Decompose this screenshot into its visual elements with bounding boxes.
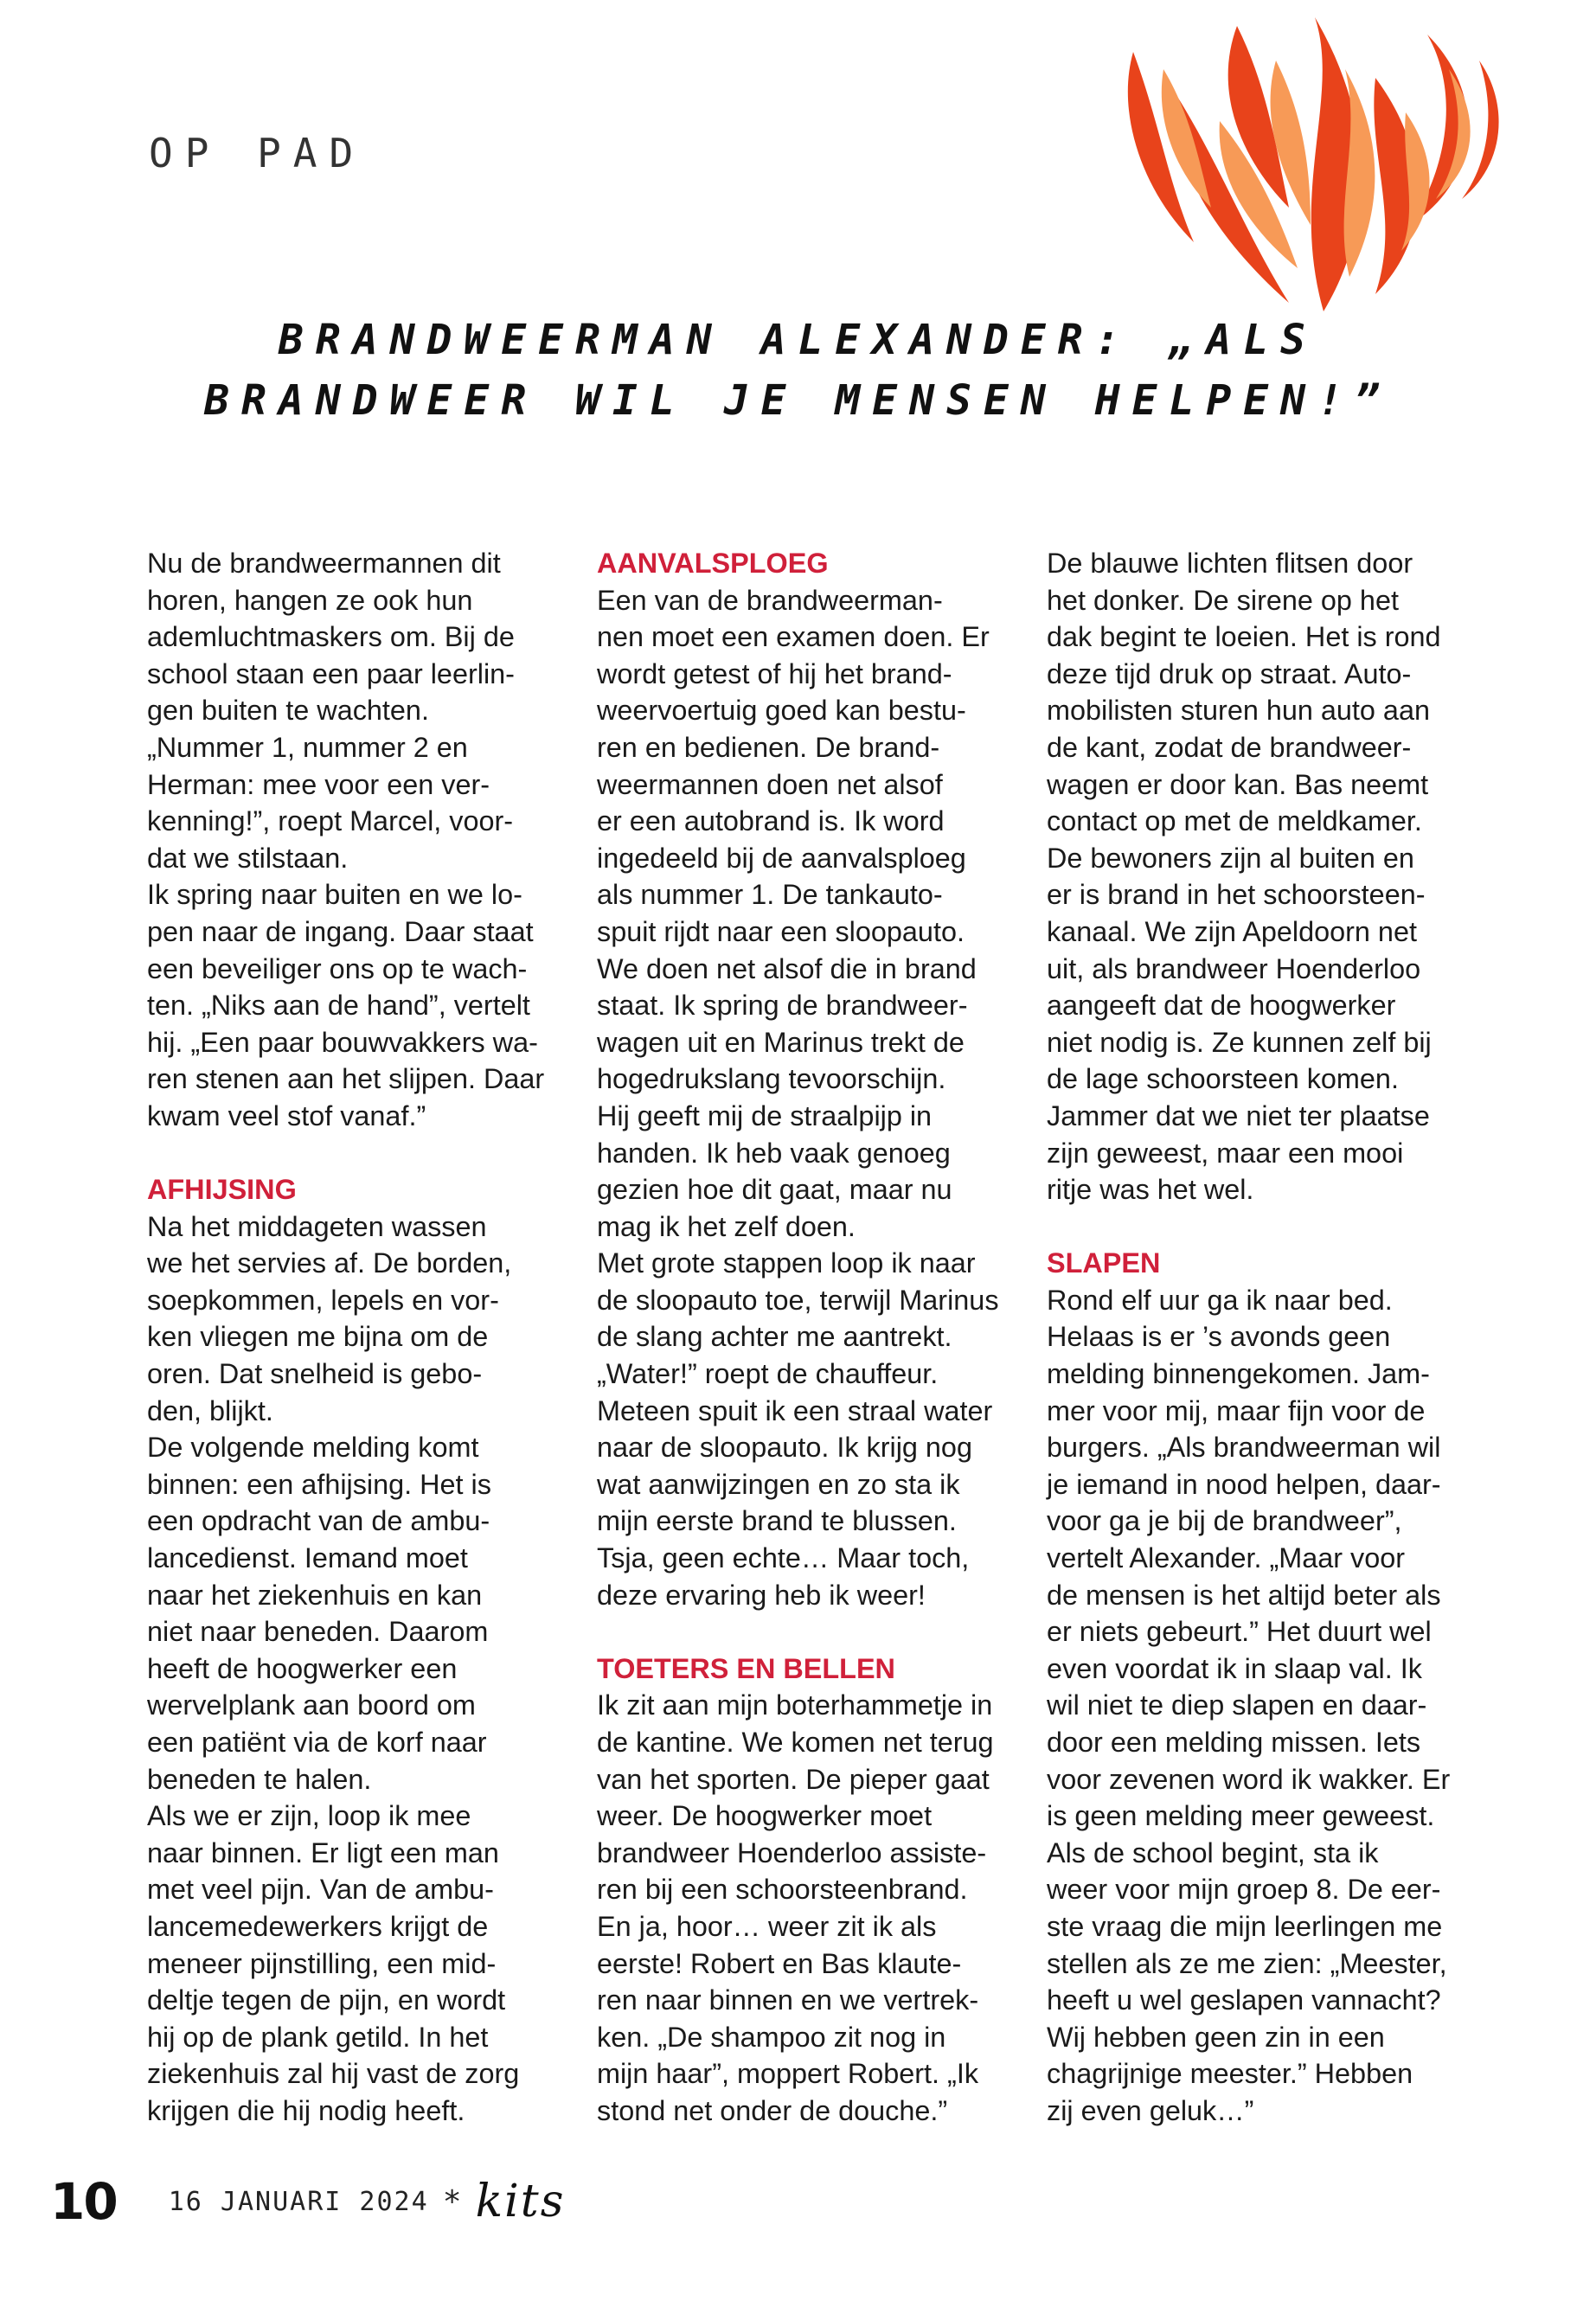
col1-intro	[147, 545, 575, 1135]
text-line: kanaal. We zijn Apeldoorn net	[1047, 915, 1417, 947]
text-line: de lage schoorsteen komen.	[1047, 1063, 1399, 1095]
text-line: er is brand in het schoorsteen-	[1047, 879, 1426, 911]
text-line: heeft u wel geslapen vannacht?	[1047, 1984, 1441, 2016]
text-line: is geen melding meer geweest.	[1047, 1800, 1435, 1832]
text-line: brandweer Hoenderloo assiste-	[597, 1836, 987, 1868]
text-line: van het sporten. De pieper gaat	[597, 1763, 990, 1795]
text-line: wil niet te diep slapen en daar-	[1047, 1689, 1427, 1721]
text-line: naar binnen. Er ligt een man	[147, 1836, 499, 1868]
text-line: wordt getest of hij het brand-	[597, 657, 952, 689]
text-line: we het servies af. De borden,	[147, 1247, 512, 1279]
text-line: Met grote stappen loop ik naar	[597, 1247, 976, 1279]
text-line: wagen er door kan. Bas neemt	[1047, 768, 1429, 800]
text-line: mer voor mij, maar fijn voor de	[1047, 1394, 1426, 1426]
text-line: mijn eerste brand te blussen.	[597, 1505, 957, 1537]
headline-line-1: BRANDWEERMAN ALEXANDER: „ALS	[278, 316, 1318, 364]
text-line: kenning!”, roept Marcel, voor-	[147, 805, 514, 837]
col2-aanvalsploeg	[597, 582, 1025, 1614]
text-line: staat. Ik spring de brandweer-	[597, 990, 968, 1022]
text-line: ren bij een schoorsteenbrand.	[597, 1874, 968, 1906]
text-line: beneden te halen.	[147, 1763, 372, 1795]
text-line: wagen uit en Marinus trekt de	[597, 1026, 965, 1058]
text-line: hij op de plank getild. In het	[147, 2021, 489, 2053]
heading-afhijsing: AFHIJSING	[147, 1174, 297, 1206]
text-line: dat we stilstaan.	[147, 842, 349, 874]
text-line: burgers. „Als brandweerman wil	[1047, 1432, 1441, 1464]
text-line: ten. „Niks aan de hand”, vertelt	[147, 990, 530, 1022]
issue-date: 16 JANUARI 2024	[168, 2186, 429, 2217]
text-line: nen moet een examen doen. Er	[597, 621, 990, 653]
text-line: Als de school begint, sta ik	[1047, 1836, 1379, 1868]
article-headline	[173, 310, 1423, 431]
text-line: voor ga je bij de brandweer”,	[1047, 1505, 1402, 1537]
text-line: De blauwe lichten flitsen door	[1047, 548, 1413, 579]
text-line: Helaas is er ’s avonds geen	[1047, 1321, 1391, 1353]
text-line: zij even geluk…”	[1047, 2094, 1254, 2126]
text-line: mijn haar”, moppert Robert. „Ik	[597, 2058, 979, 2090]
text-line: je iemand in nood helpen, daar-	[1047, 1468, 1441, 1500]
page-footer	[50, 2171, 565, 2232]
text-line: de sloopauto toe, terwijl Marinus	[597, 1284, 999, 1316]
text-line: Nu de brandweermannen dit	[147, 548, 501, 579]
text-line: pen naar de ingang. Daar staat	[147, 915, 534, 947]
text-line: ren naar binnen en we vertrek-	[597, 1984, 979, 2016]
text-line: ren stenen aan het slijpen. Daar	[147, 1063, 545, 1095]
text-column-1	[147, 545, 575, 2130]
text-line: voor zevenen word ik wakker. Er	[1047, 1763, 1451, 1795]
text-line: hij. „Een paar bouwvakkers wa-	[147, 1026, 538, 1058]
text-line: heeft de hoogwerker een	[147, 1652, 458, 1684]
text-line: mobilisten sturen hun auto aan	[1047, 695, 1430, 727]
text-line: weer. De hoogwerker moet	[597, 1800, 933, 1832]
text-line: er niets gebeurt.” Het duurt wel	[1047, 1616, 1432, 1648]
text-line: uit, als brandweer Hoenderloo	[1047, 952, 1421, 984]
flames-illustration	[1116, 17, 1505, 329]
text-line: aangeeft dat de hoogwerker	[1047, 990, 1396, 1022]
text-line: ingedeeld bij de aanvalsploeg	[597, 842, 966, 874]
heading-slapen: SLAPEN	[1047, 1247, 1161, 1279]
text-column-2	[597, 545, 1025, 2130]
text-line: ademluchtmaskers om. Bij de	[147, 621, 515, 653]
text-line: een beveiliger ons op te wach-	[147, 952, 528, 984]
text-line: We doen net alsof die in brand	[597, 952, 977, 984]
text-line: horen, hangen ze ook hun	[147, 584, 473, 616]
text-line: vertelt Alexander. „Maar voor	[1047, 1542, 1406, 1574]
text-line: ken vliegen me bijna om de	[147, 1321, 489, 1353]
text-line: door een melding missen. Iets	[1047, 1727, 1421, 1758]
text-line: als nummer 1. De tankauto-	[597, 879, 943, 911]
text-line: met veel pijn. Van de ambu-	[147, 1874, 494, 1906]
text-line: hogedrukslang tevoorschijn.	[597, 1063, 946, 1095]
text-line: lancemedewerkers krijgt de	[147, 1910, 489, 1942]
text-line: een patiënt via de korf naar	[147, 1727, 487, 1758]
text-line: Meteen spuit ik een straal water	[597, 1394, 993, 1426]
text-line: de slang achter me aantrekt.	[597, 1321, 952, 1353]
text-line: Een van de brandweerman-	[597, 584, 943, 616]
col1-afhijsing	[147, 1208, 575, 2130]
magazine-logo: kits	[475, 2176, 566, 2227]
text-line: binnen: een afhijsing. Het is	[147, 1468, 491, 1500]
text-line: En ja, hoor… weer zit ik als	[597, 1910, 937, 1942]
heading-aanvalsploeg: AANVALSPLOEG	[597, 548, 829, 579]
section-label: OP PAD	[149, 130, 366, 176]
text-line: weermannen doen net alsof	[597, 768, 943, 800]
text-line: wervelplank aan boord om	[147, 1689, 476, 1721]
text-line: melding binnengekomen. Jam-	[1047, 1358, 1430, 1390]
text-line: de kant, zodat de brandweer-	[1047, 731, 1412, 763]
text-line: wat aanwijzingen en zo sta ik	[597, 1468, 960, 1500]
text-line: stellen als ze me zien: „Meester,	[1047, 1947, 1447, 1979]
text-line: even voordat ik in slaap val. Ik	[1047, 1652, 1422, 1684]
asterisk-icon: *	[444, 2183, 460, 2220]
text-line: ritje was het wel.	[1047, 1174, 1254, 1206]
headline-line-2: BRANDWEER WIL JE MENSEN HELPEN!”	[204, 376, 1392, 425]
text-line: Ik spring naar buiten en we lo-	[147, 879, 522, 911]
text-line: Als we er zijn, loop ik mee	[147, 1800, 471, 1832]
text-line: De bewoners zijn al buiten en	[1047, 842, 1414, 874]
text-line: zijn geweest, maar een mooi	[1047, 1137, 1404, 1169]
text-line: er een autobrand is. Ik word	[597, 805, 945, 837]
text-line: handen. Ik heb vaak genoeg	[597, 1137, 951, 1169]
text-line: ziekenhuis zal hij vast de zorg	[147, 2058, 520, 2090]
text-line: niet naar beneden. Daarom	[147, 1616, 489, 1648]
col3-slapen	[1047, 1282, 1475, 2130]
col3-intro	[1047, 545, 1475, 1208]
text-line: weervoertuig goed kan bestu-	[597, 695, 966, 727]
text-line: lancedienst. Iemand moet	[147, 1542, 468, 1574]
text-line: „Water!” roept de chauffeur.	[597, 1358, 939, 1390]
text-line: Ik zit aan mijn boterhammetje in	[597, 1689, 993, 1721]
text-line: Na het middageten wassen	[147, 1210, 487, 1242]
text-line: Rond elf uur ga ik naar bed.	[1047, 1284, 1393, 1316]
text-line: weer voor mijn groep 8. De eer-	[1047, 1874, 1441, 1906]
text-line: een opdracht van de ambu-	[147, 1505, 490, 1537]
text-line: ken. „De shampoo zit nog in	[597, 2021, 946, 2053]
text-line: chagrijnige meester.” Hebben	[1047, 2058, 1413, 2090]
text-line: eerste! Robert en Bas klaute-	[597, 1947, 962, 1979]
heading-toeters-en-bellen: TOETERS EN BELLEN	[597, 1652, 895, 1684]
text-line: school staan een paar leerlin-	[147, 657, 515, 689]
text-line: „Nummer 1, nummer 2 en	[147, 731, 468, 763]
text-line: dak begint te loeien. Het is rond	[1047, 621, 1441, 653]
text-line: spuit rijdt naar een sloopauto.	[597, 915, 965, 947]
text-line: naar de sloopauto. Ik krijg nog	[597, 1432, 972, 1464]
text-line: den, blijkt.	[147, 1394, 273, 1426]
text-line: soepkommen, lepels en vor-	[147, 1284, 499, 1316]
text-line: krijgen die hij nodig heeft.	[147, 2094, 465, 2126]
text-line: Jammer dat we niet ter plaatse	[1047, 1099, 1430, 1131]
text-line: ste vraag die mijn leerlingen me	[1047, 1910, 1443, 1942]
text-column-3	[1047, 545, 1475, 2130]
text-line: meneer pijnstilling, een mid-	[147, 1947, 497, 1979]
text-line: Hij geeft mij de straalpijp in	[597, 1099, 933, 1131]
text-line: Herman: mee voor een ver-	[147, 768, 490, 800]
text-line: deltje tegen de pijn, en wordt	[147, 1984, 506, 2016]
text-line: deze ervaring heb ik weer!	[597, 1579, 926, 1611]
text-line: stond net onder de douche.”	[597, 2094, 948, 2126]
text-line: contact op met de meldkamer.	[1047, 805, 1422, 837]
text-line: de kantine. We komen net terug	[597, 1727, 994, 1758]
text-line: deze tijd druk op straat. Auto-	[1047, 657, 1412, 689]
text-line: het donker. De sirene op het	[1047, 584, 1399, 616]
text-line: de mensen is het altijd beter als	[1047, 1579, 1441, 1611]
text-line: Tsja, geen echte… Maar toch,	[597, 1542, 970, 1574]
text-line: niet nodig is. Ze kunnen zelf bij	[1047, 1026, 1432, 1058]
text-line: De volgende melding komt	[147, 1432, 479, 1464]
text-line: ren en bedienen. De brand-	[597, 731, 940, 763]
text-line: mag ik het zelf doen.	[597, 1210, 856, 1242]
col2-toeters	[597, 1687, 1025, 2129]
text-line: naar het ziekenhuis en kan	[147, 1579, 483, 1611]
text-line: kwam veel stof vanaf.”	[147, 1099, 426, 1131]
text-line: Wij hebben geen zin in een	[1047, 2021, 1385, 2053]
text-line: gezien hoe dit gaat, maar nu	[597, 1174, 952, 1206]
text-line: gen buiten te wachten.	[147, 695, 429, 727]
page-number: 10	[50, 2172, 117, 2231]
text-line: oren. Dat snelheid is gebo-	[147, 1358, 483, 1390]
